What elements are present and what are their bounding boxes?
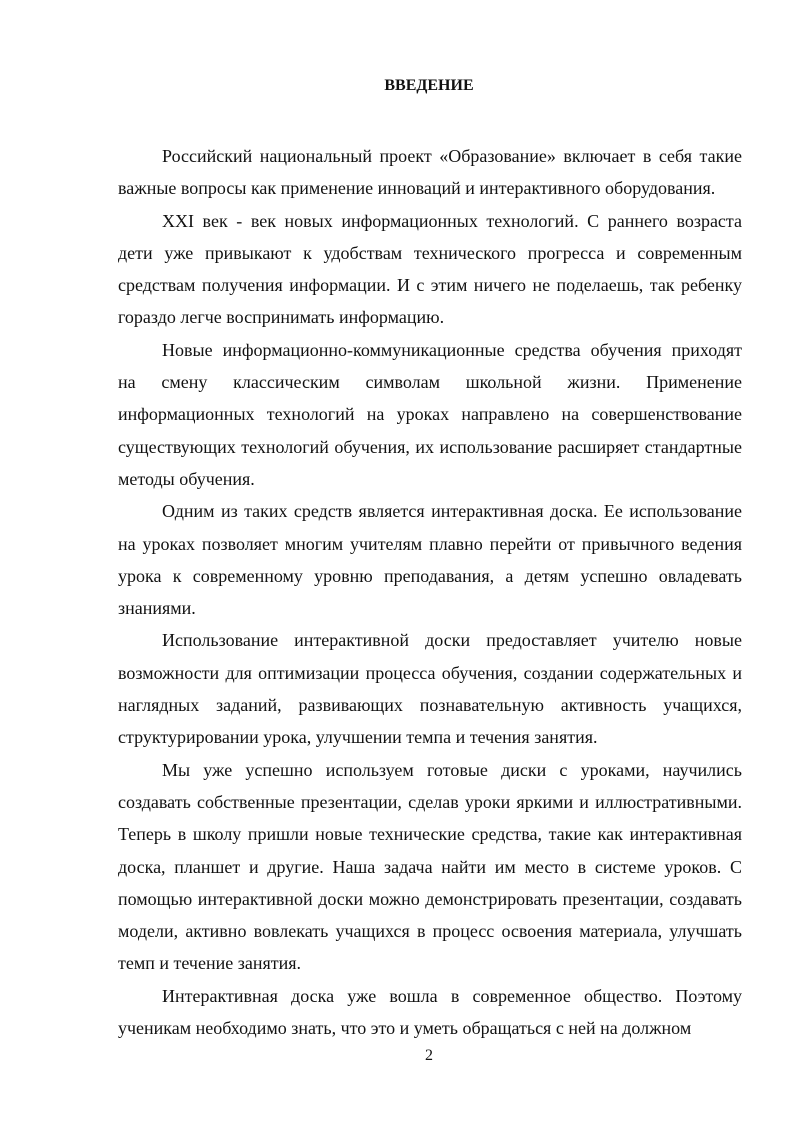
paragraph-4: Одним из таких средств является интерактивная доска. Ее использование на уроках позволяет многим учителям плавно перейти от привычного ведения урока к современному уровню преподавания, а детям успешно овладевать знаниями. xyxy=(118,501,742,619)
paragraph-5: Использование интерактивной доски предоставляет учителю новые возможности для оптимизации процесса обучения, создании содержательных и наглядных заданий, развивающих познавательную активность учащихся, структурировании урока, улучшении темпа и течения занятия. xyxy=(118,630,742,748)
paragraph-6: Мы уже успешно используем готовые диски с уроками, научились создавать собственные презентации, сделав уроки яркими и иллюстративными. Теперь в школу пришли новые технические средства, такие как интерактивная доска, планшет и другие. Наша задача найти им место в системе уроков. С помощью интерактивной доски можно демонстрировать презентации, создавать модели, активно вовлекать учащихся в процесс освоения материала, улучшать темп и течение занятия. xyxy=(118,759,742,974)
paragraph-2: XXI век - век новых информационных технологий. С раннего возраста дети уже привыкают к удобствам технического прогресса и современным средствам получения информации. И с этим ничего не поделаешь, так ребенку гораздо легче воспринимать информацию. xyxy=(118,210,742,328)
paragraph-3: Новые информационно-коммуникационные средства обучения приходят на смену классическим символам школьной жизни. Применение информационных технологий на уроках направлено на совершенствование существующих технологий обучения, их использование расширяет стандартные методы обучения. xyxy=(118,339,742,489)
page-number: 2 xyxy=(425,1047,433,1064)
paragraph-1: Российский национальный проект «Образование» включает в себя такие важные вопросы как применение инноваций и интерактивного оборудования. xyxy=(118,146,742,199)
paragraph-7: Интерактивная доска уже вошла в современное общество. Поэтому ученикам необходимо знать, что это и уметь обращаться с ней на должном xyxy=(118,985,742,1039)
body-text xyxy=(118,140,742,1044)
section-title: ВВЕДЕНИЕ xyxy=(384,77,474,94)
